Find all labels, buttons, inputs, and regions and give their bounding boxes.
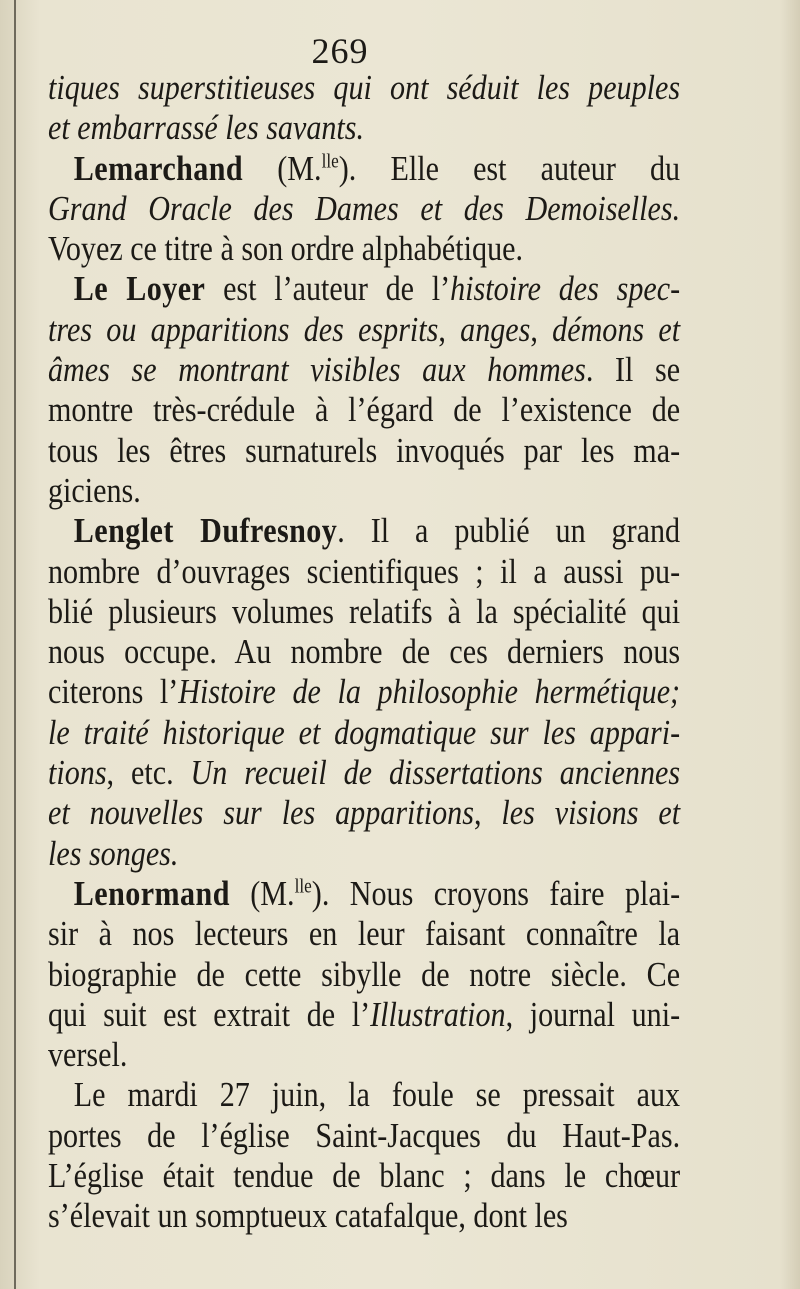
text-line xyxy=(48,1156,680,1196)
text-run: nous occupe. Au nombre de ces derniers nous xyxy=(48,632,681,672)
text-run: (M. xyxy=(229,873,295,913)
superscript: lle xyxy=(294,875,312,898)
text-line xyxy=(48,874,680,914)
text-run: ). Elle est auteur du xyxy=(338,148,681,188)
text-run: les songes. xyxy=(48,833,179,873)
text-line xyxy=(48,632,680,672)
text-run: Illustration xyxy=(370,994,506,1034)
text-line xyxy=(48,955,680,995)
entry-heading: Lenglet Dufresnoy xyxy=(73,511,338,551)
text-run: portes de l’église Saint-Jacques du Haut-Pas. xyxy=(48,1115,681,1155)
text-run: anges xyxy=(460,309,531,349)
text-run: les visions et xyxy=(501,793,681,833)
text-run: , journal uni- xyxy=(505,994,681,1034)
text-line xyxy=(48,431,680,471)
text-run: . Il se xyxy=(585,350,681,390)
text-run: Le mardi 27 juin, la foule se pressait aux xyxy=(73,1075,681,1115)
text-run: , etc. xyxy=(106,753,191,793)
text-run: et embarrassé les savants. xyxy=(48,108,365,148)
text-line xyxy=(48,68,680,108)
text-run: histoire des spec- xyxy=(450,269,681,309)
text-run: sir à nos lecteurs en leur faisant connaître la xyxy=(48,914,681,954)
text-line xyxy=(48,350,680,390)
text-run: s’élevait un somptueux catafalque, dont les xyxy=(48,1196,568,1236)
text-line xyxy=(48,1116,680,1156)
page-gutter-line xyxy=(14,0,16,1289)
text-run: et nouvelles sur les apparitions xyxy=(48,793,474,833)
text-line xyxy=(48,793,680,833)
text-run: giciens. xyxy=(48,470,141,510)
text-line xyxy=(48,713,680,753)
superscript: lle xyxy=(321,149,339,172)
text-run: Un recueil de dissertations anciennes xyxy=(190,753,681,793)
text-run: nombre d’ouvrages scientifiques ; il a aussi pu- xyxy=(48,551,681,591)
text-line xyxy=(48,1035,680,1075)
text-run: tiques superstitieuses qui ont séduit les peuples xyxy=(48,68,681,107)
text-line xyxy=(48,672,680,712)
text-run: , xyxy=(473,793,502,833)
text-line xyxy=(48,269,680,309)
text-run: Grand Oracle des Dames et des Demoiselles. xyxy=(48,188,681,228)
text-run: tions xyxy=(48,753,107,793)
text-run: versel. xyxy=(48,1035,128,1075)
text-run: tres ou apparitions des esprits xyxy=(48,309,439,349)
entry-heading: Lemarchand xyxy=(73,148,244,188)
body-text xyxy=(48,68,680,1237)
text-run: , xyxy=(530,309,553,349)
text-run: blié plusieurs volumes relatifs à la spécialité qui xyxy=(48,591,681,631)
text-run: (M. xyxy=(243,148,322,188)
text-line xyxy=(48,310,680,350)
text-line xyxy=(48,995,680,1035)
text-line xyxy=(48,390,680,430)
text-line xyxy=(48,229,680,269)
text-run: L’église était tendue de blanc ; dans le chœur xyxy=(48,1156,681,1196)
text-line xyxy=(48,753,680,793)
text-run: Histoire de la philosophie hermétique; xyxy=(178,672,681,712)
text-run: ). Nous croyons faire plai- xyxy=(311,873,681,913)
text-line xyxy=(48,1196,680,1236)
text-line xyxy=(48,511,680,551)
text-line xyxy=(48,1075,680,1115)
text-line xyxy=(48,471,680,511)
text-line xyxy=(48,914,680,954)
text-line xyxy=(48,592,680,632)
text-run: biographie de cette sibylle de notre siècle. Ce xyxy=(48,954,681,994)
text-line xyxy=(48,552,680,592)
text-run: Voyez ce titre à son ordre alphabétique. xyxy=(48,229,524,269)
text-line xyxy=(48,149,680,189)
text-line xyxy=(48,189,680,229)
entry-heading: Lenormand xyxy=(73,873,230,913)
text-line xyxy=(48,834,680,874)
text-run: démons et xyxy=(552,309,681,349)
text-run: tous les êtres surnaturels invoqués par les ma- xyxy=(48,430,681,470)
page-number: 269 xyxy=(311,31,369,71)
text-run: le traité historique et dogmatique sur les appari- xyxy=(48,712,681,752)
text-run: montre très-crédule à l’égard de l’existence de xyxy=(48,390,681,430)
text-run: citerons l’ xyxy=(48,672,179,712)
text-line xyxy=(48,108,680,148)
text-run: qui suit est extrait de l’ xyxy=(48,994,371,1034)
text-run: , xyxy=(438,309,461,349)
text-run: âmes se montrant visibles aux hommes xyxy=(48,350,586,390)
text-run: est l’auteur de l’ xyxy=(205,269,451,309)
entry-heading: Le Loyer xyxy=(73,269,206,309)
text-run: . Il a publié un grand xyxy=(337,511,681,551)
